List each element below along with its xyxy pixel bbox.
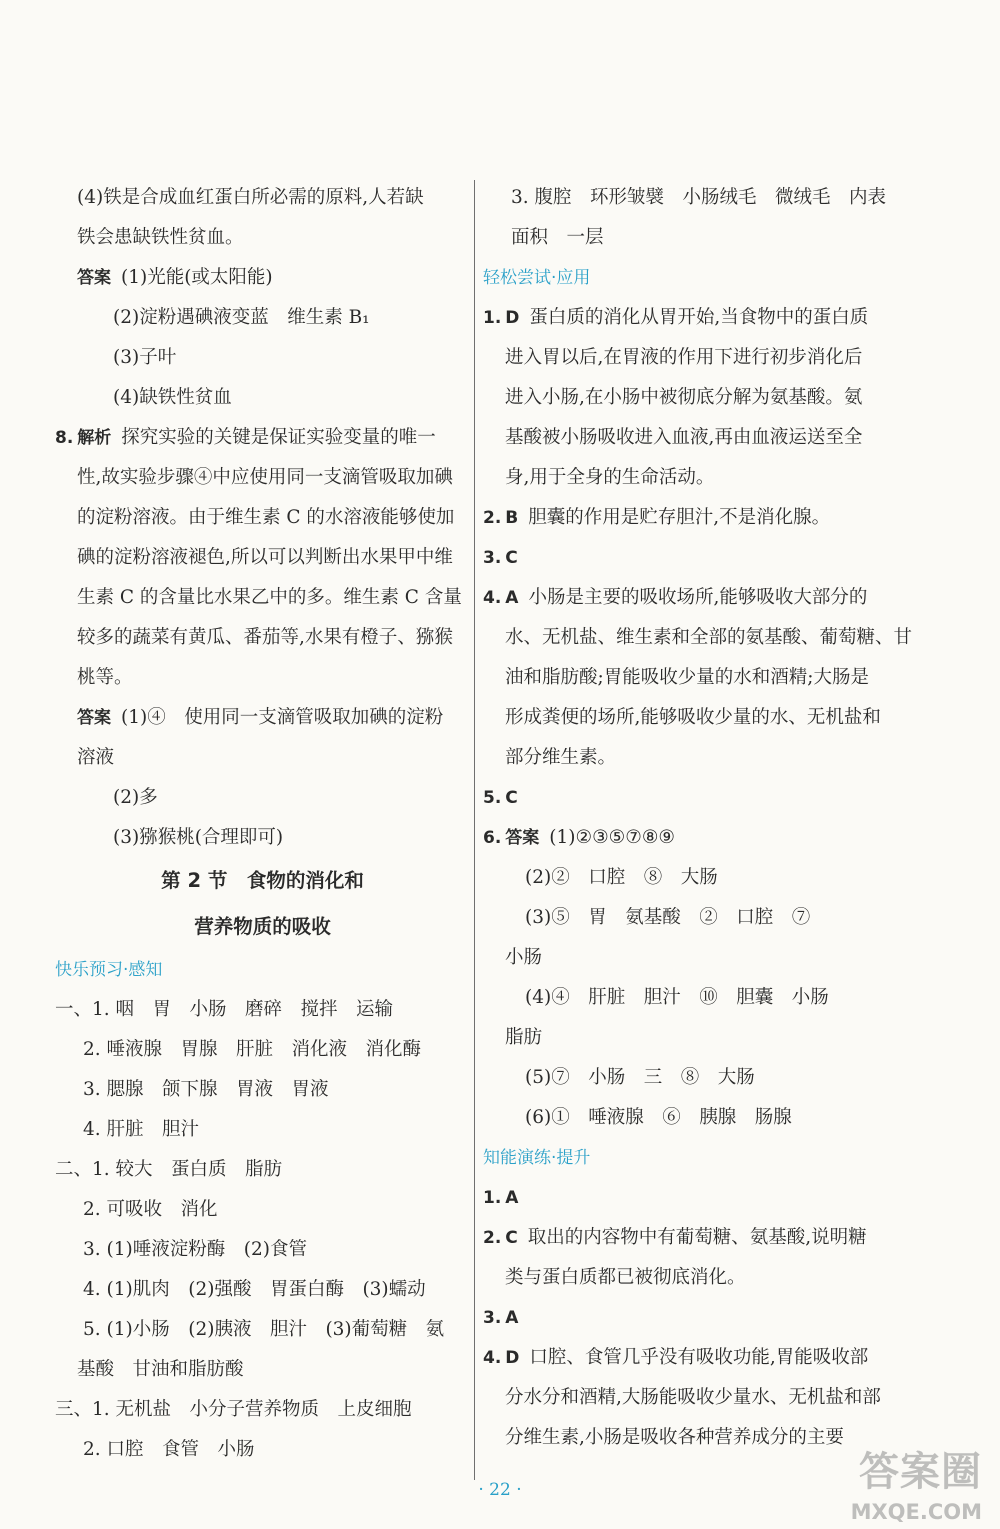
left-column	[55, 178, 470, 1470]
line-text: 生素 C 的含量比水果乙中的多。维生素 C 含量	[77, 587, 462, 608]
answer-keyword: D	[505, 1348, 520, 1368]
line-text: 类与蛋白质都已被彻底消化。	[505, 1267, 746, 1288]
text-line	[55, 1190, 470, 1230]
line-text: 油和脂肪酸;胃能吸收少量的水和酒精;大肠是	[505, 667, 869, 688]
question-number: 5.	[483, 788, 502, 808]
line-text: 部分维生素。	[505, 747, 617, 768]
line-text: (3)⑤ 胃 氨基酸 ② 口腔 ⑦	[525, 907, 811, 928]
text-line	[483, 858, 908, 898]
text-line	[55, 818, 470, 858]
line-text: 2. 口腔 食管 小肠	[83, 1439, 255, 1460]
text-line	[55, 298, 470, 338]
line-text: (1)④ 使用同一支滴管吸取加碘的淀粉	[121, 707, 444, 728]
watermark	[788, 1440, 988, 1524]
text-line	[55, 1230, 470, 1270]
answer-line	[483, 498, 908, 538]
line-text: 面积 一层	[511, 227, 604, 248]
line-text: 水、无机盐、维生素和全部的氨基酸、葡萄糖、甘	[505, 627, 913, 648]
line-text: 取出的内容物中有葡萄糖、氨基酸,说明糖	[527, 1227, 867, 1248]
answer-keyword: C	[505, 1228, 518, 1248]
line-text: 4. (1)肌肉 (2)强酸 胃蛋白酶 (3)蠕动	[83, 1279, 426, 1300]
text-line	[483, 1258, 908, 1298]
question-number: 3.	[483, 1308, 502, 1328]
line-text: 较多的蔬菜有黄瓜、番茄等,水果有橙子、猕猴	[77, 627, 453, 648]
line-text: 口腔、食管几乎没有吸收功能,胃能吸收部	[529, 1347, 869, 1368]
line-text: 基酸 甘油和脂肪酸	[77, 1359, 244, 1380]
question-number: 6.	[483, 828, 502, 848]
question-number: 1.	[483, 308, 502, 328]
line-text: 二、1. 较大 蛋白质 脂肪	[55, 1159, 283, 1180]
answer-line	[483, 818, 908, 858]
text-line	[483, 458, 908, 498]
question-number: 8.	[55, 428, 74, 448]
watermark-url: MXQE.COM	[850, 1500, 982, 1524]
text-line	[55, 1110, 470, 1150]
column-divider	[474, 180, 475, 1480]
answer-line	[483, 778, 908, 818]
line-text: 2. 可吸收 消化	[83, 1199, 218, 1220]
text-line	[483, 938, 908, 978]
text-line	[55, 498, 470, 538]
line-text: 2. 唾液腺 胃腺 肝脏 消化液 消化酶	[83, 1039, 422, 1060]
text-line	[55, 538, 470, 578]
text-line	[483, 698, 908, 738]
answer-keyword: 答案	[77, 708, 111, 728]
section-title: 第 2 节 食物的消化和	[161, 869, 364, 892]
question-number: 1.	[483, 1188, 502, 1208]
answer-keyword: A	[505, 1308, 519, 1328]
section-heading: 轻松尝试·应用	[483, 268, 591, 288]
line-text: (4)铁是合成血红蛋白所必需的原料,人若缺	[77, 187, 424, 208]
line-text: (1)光能(或太阳能)	[121, 267, 273, 288]
text-line	[483, 418, 908, 458]
line-text: 桃等。	[77, 667, 133, 688]
question-number: 4.	[483, 1348, 502, 1368]
line-text: 小肠是主要的吸收场所,能够吸收大部分的	[528, 587, 868, 608]
text-line	[55, 658, 470, 698]
text-line	[55, 218, 470, 258]
text-line	[55, 1310, 470, 1350]
answer-line	[483, 1218, 908, 1258]
answer-keyword: 解析	[77, 428, 112, 448]
text-line	[55, 738, 470, 778]
text-line	[483, 338, 908, 378]
text-line	[483, 1098, 908, 1138]
text-line	[55, 1270, 470, 1310]
question-number: 2.	[483, 508, 502, 528]
line-text: (3)子叶	[113, 347, 177, 368]
answer-keyword: C	[505, 788, 518, 808]
answer-line	[55, 698, 470, 738]
text-line	[55, 578, 470, 618]
line-text: 4. 肝脏 胆汁	[83, 1119, 200, 1140]
line-text: 基酸被小肠吸收进入血液,再由血液运送至全	[505, 427, 863, 448]
section-title: 营养物质的吸收	[194, 915, 331, 938]
text-line	[55, 1030, 470, 1070]
question-number: 3.	[483, 548, 502, 568]
text-line	[55, 618, 470, 658]
answer-line	[55, 418, 470, 458]
answer-line	[483, 298, 908, 338]
line-text: (2)② 口腔 ⑧ 大肠	[525, 867, 718, 888]
answer-keyword: B	[505, 508, 519, 528]
answer-line	[483, 1298, 908, 1338]
text-line	[55, 458, 470, 498]
line-text: (4)缺铁性贫血	[113, 387, 232, 408]
answer-keyword: 答案	[505, 828, 540, 848]
line-text: (1)②③⑤⑦⑧⑨	[549, 827, 676, 848]
text-line	[55, 178, 470, 218]
text-line	[55, 1070, 470, 1110]
answer-keyword: A	[505, 588, 519, 608]
line-text: 分水分和酒精,大肠能吸收少量水、无机盐和部	[505, 1387, 881, 1408]
answer-keyword: 答案	[77, 268, 111, 288]
text-line	[483, 218, 908, 258]
text-line	[55, 378, 470, 418]
text-line	[483, 1378, 908, 1418]
line-text: 形成粪便的场所,能够吸收少量的水、无机盐和	[505, 707, 881, 728]
text-line	[55, 1430, 470, 1470]
answer-line	[483, 538, 908, 578]
page-number: · 22 ·	[478, 1480, 522, 1500]
line-text: 进入小肠,在小肠中被彻底分解为氨基酸。氨	[505, 387, 863, 408]
text-line	[55, 1390, 470, 1430]
text-line	[483, 1058, 908, 1098]
line-text: 一、1. 咽 胃 小肠 磨碎 搅拌 运输	[55, 999, 394, 1020]
line-text: 小肠	[505, 947, 543, 968]
text-line	[483, 1018, 908, 1058]
line-text: 性,故实验步骤④中应使用同一支滴管吸取加碘	[77, 467, 453, 488]
text-line	[483, 618, 913, 658]
line-text: 3. 腮腺 颌下腺 胃液 胃液	[83, 1079, 329, 1100]
answer-line	[483, 1178, 908, 1218]
text-line	[483, 898, 908, 938]
question-number: 2.	[483, 1228, 502, 1248]
line-text: 3. (1)唾液淀粉酶 (2)食管	[83, 1239, 307, 1260]
line-text: 进入胃以后,在胃液的作用下进行初步消化后	[505, 347, 863, 368]
line-text: (4)④ 肝脏 胆汁 ⑩ 胆囊 小肠	[525, 987, 829, 1008]
line-text: 的淀粉溶液。由于维生素 C 的水溶液能够使加	[77, 507, 455, 528]
answer-keyword: C	[505, 548, 518, 568]
line-text: 铁会患缺铁性贫血。	[77, 227, 244, 248]
line-text: 探究实验的关键是保证实验变量的唯一	[121, 427, 436, 448]
line-text: 碘的淀粉溶液褪色,所以可以判断出水果甲中维	[77, 547, 453, 568]
right-column	[483, 178, 913, 1458]
text-line	[55, 1150, 470, 1190]
answer-line	[55, 258, 470, 298]
text-line	[55, 338, 470, 378]
text-line	[483, 978, 908, 1018]
line-text: 分维生素,小肠是吸收各种营养成分的主要	[505, 1427, 844, 1448]
answer-keyword: D	[505, 308, 520, 328]
question-number: 4.	[483, 588, 502, 608]
line-text: (2)淀粉遇碘液变蓝 维生素 B₁	[113, 307, 370, 328]
section-heading: 快乐预习·感知	[55, 960, 163, 980]
text-line	[55, 990, 470, 1030]
section-heading: 知能演练·提升	[483, 1148, 591, 1168]
answer-line	[483, 578, 908, 618]
line-text: 脂肪	[505, 1027, 543, 1048]
text-line	[55, 1350, 470, 1390]
line-text: 3. 腹腔 环形皱襞 小肠绒毛 微绒毛 内表	[511, 187, 887, 208]
line-text: (2)多	[113, 787, 158, 808]
line-text: (5)⑦ 小肠 三 ⑧ 大肠	[525, 1067, 755, 1088]
text-line	[483, 178, 908, 218]
line-text: 5. (1)小肠 (2)胰液 胆汁 (3)葡萄糖 氨	[83, 1319, 445, 1340]
line-text: 身,用于全身的生命活动。	[505, 467, 715, 488]
answer-keyword: A	[505, 1188, 519, 1208]
line-text: (6)① 唾液腺 ⑥ 胰腺 肠腺	[525, 1107, 792, 1128]
text-line	[483, 658, 908, 698]
line-text: 蛋白质的消化从胃开始,当食物中的蛋白质	[529, 307, 869, 328]
text-line	[483, 378, 908, 418]
text-line	[483, 738, 908, 778]
line-text: 溶液	[77, 747, 115, 768]
watermark-logo: 答案圈	[859, 1449, 982, 1495]
line-text: 胆囊的作用是贮存胆汁,不是消化腺。	[528, 507, 831, 528]
line-text: (3)猕猴桃(合理即可)	[113, 827, 284, 848]
text-line	[55, 778, 470, 818]
answer-line	[483, 1338, 908, 1378]
line-text: 三、1. 无机盐 小分子营养物质 上皮细胞	[55, 1399, 412, 1420]
